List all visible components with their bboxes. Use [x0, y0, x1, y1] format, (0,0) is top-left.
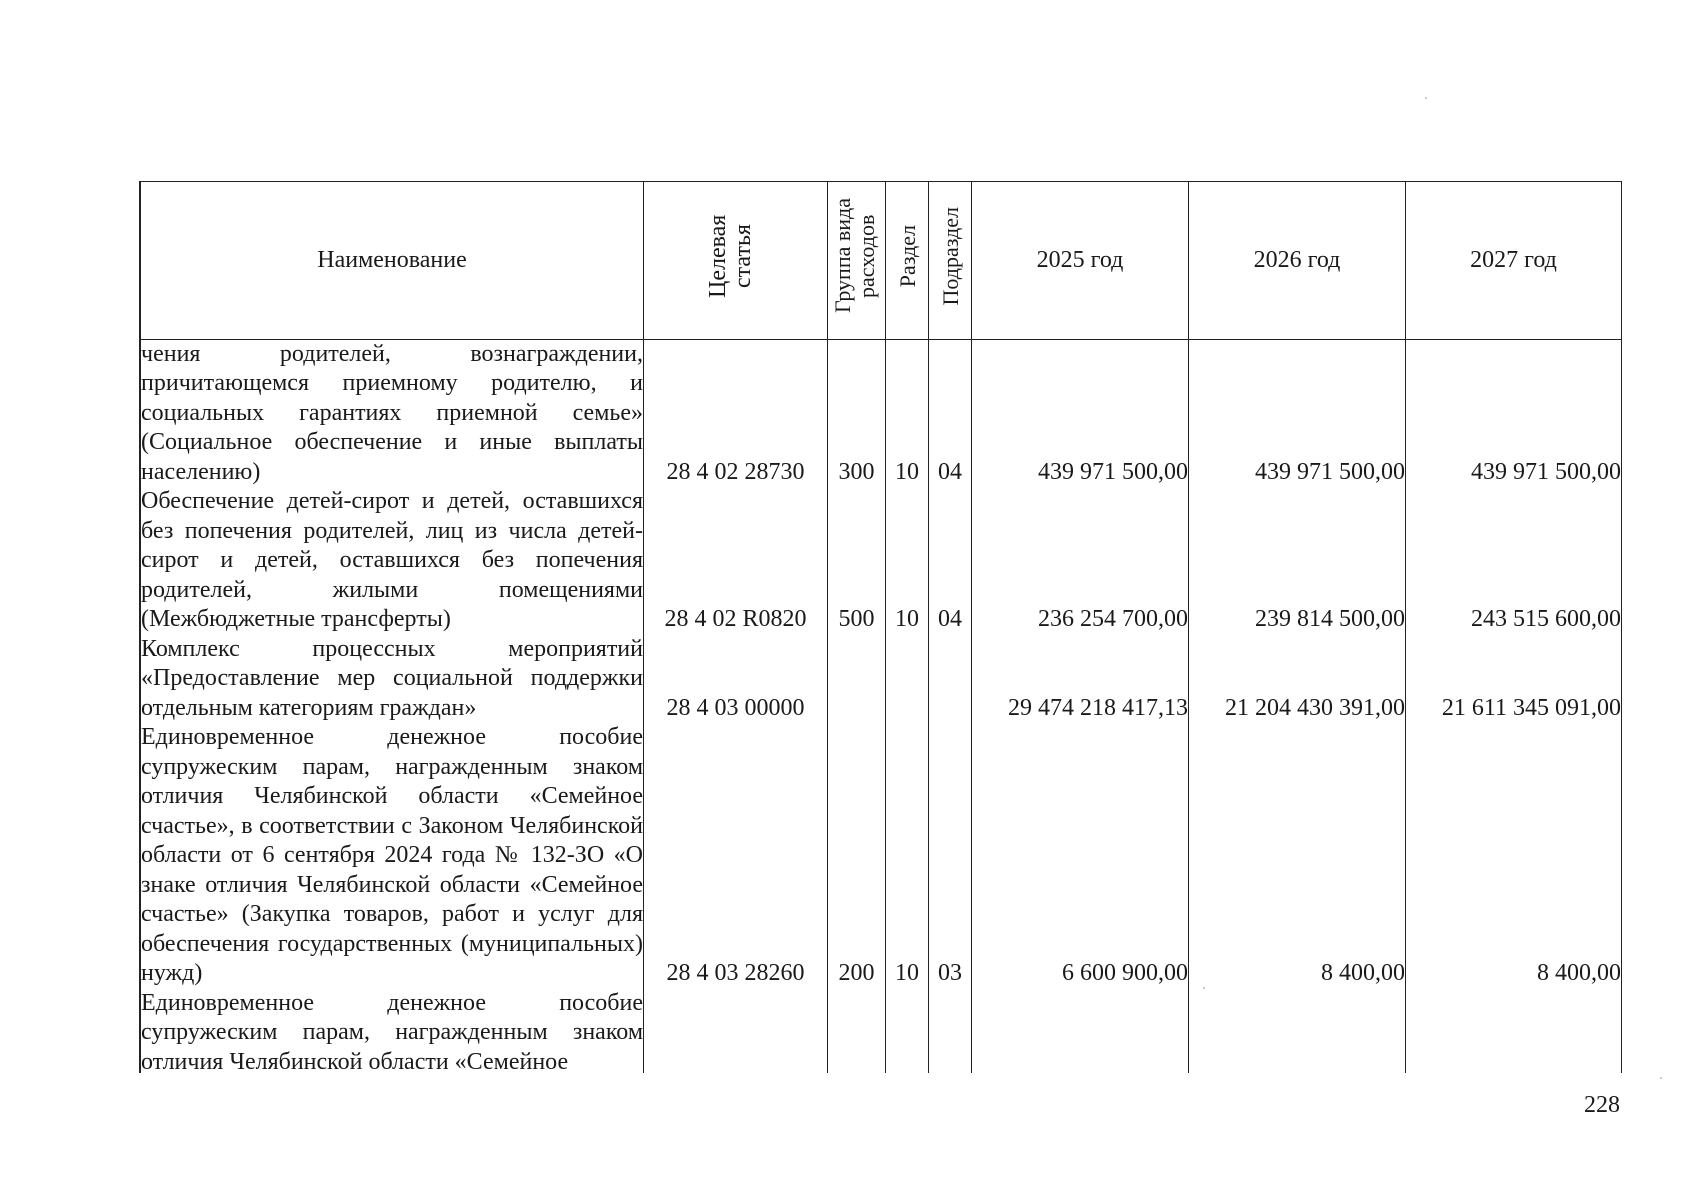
row-amount-2026: 8 400,00 — [1189, 723, 1406, 989]
header-expense-group — [828, 182, 886, 340]
row-name: Комплекс процессных мероприятий «Предоставление мер социальной поддержки отдельным категориям граждан» — [141, 635, 644, 724]
table-row — [141, 723, 1622, 989]
page-number: 228 — [1584, 1092, 1620, 1118]
row-section: 10 — [886, 723, 929, 989]
row-target-article: 28 4 02 R0820 — [644, 487, 828, 635]
row-section — [886, 635, 929, 724]
header-name: Наименование — [141, 182, 644, 340]
row-subsection: 04 — [929, 339, 972, 487]
header-section-label: Раздел — [894, 224, 920, 288]
scan-speck — [1660, 1077, 1662, 1079]
row-section: 10 — [886, 339, 929, 487]
row-amount-2025: 6 600 900,00 — [972, 723, 1189, 989]
header-subsection — [929, 182, 972, 340]
row-subsection: 03 — [929, 723, 972, 989]
row-amount-2027: 439 971 500,00 — [1406, 339, 1622, 487]
row-name: Обеспечение детей-сирот и детей, оставшихся без попечения родителей, лиц из числа детей-сирот и детей, оставшихся без попечения родителей, жилыми помещениями (Межбюджетные трансферты) — [141, 487, 644, 635]
row-amount-2026 — [1189, 989, 1406, 1074]
budget-table-frame — [139, 181, 1622, 1073]
row-expense-group — [828, 635, 886, 724]
row-target-article: 28 4 03 28260 — [644, 723, 828, 989]
row-subsection: 04 — [929, 487, 972, 635]
row-section — [886, 989, 929, 1074]
row-amount-2026: 21 204 430 391,00 — [1189, 635, 1406, 724]
table-row — [141, 989, 1622, 1074]
row-target-article: 28 4 02 28730 — [644, 339, 828, 487]
row-amount-2025: 439 971 500,00 — [972, 339, 1189, 487]
row-amount-2025: 29 474 218 417,13 — [972, 635, 1189, 724]
header-target-article-label: Целевая статья — [704, 214, 756, 298]
scan-speck — [1203, 987, 1205, 989]
row-amount-2026: 439 971 500,00 — [1189, 339, 1406, 487]
row-subsection — [929, 635, 972, 724]
header-target-article — [644, 182, 828, 340]
table-row — [141, 487, 1622, 635]
budget-table — [140, 181, 1622, 1073]
table-row — [141, 635, 1622, 724]
row-amount-2025 — [972, 989, 1189, 1074]
row-expense-group: 500 — [828, 487, 886, 635]
header-expense-group-label: Группа вида расходов — [829, 198, 879, 314]
header-2026: 2026 год — [1189, 182, 1406, 340]
row-expense-group: 200 — [828, 723, 886, 989]
row-target-article — [644, 989, 828, 1074]
row-name: Единовременное денежное пособие супружеским парам, награжденным знаком отличия Челябинской области «Семейное счастье», в соответствии с Законом Челябинской области от 6 сентября 2024 года № 132-ЗО «О знаке отличия Челябинской области «Семейное счастье» (Закупка товаров, работ и услуг для обеспечения государственных (муниципальных) нужд) — [141, 723, 644, 989]
row-target-article: 28 4 03 00000 — [644, 635, 828, 724]
row-amount-2025: 236 254 700,00 — [972, 487, 1189, 635]
row-amount-2026: 239 814 500,00 — [1189, 487, 1406, 635]
row-amount-2027: 8 400,00 — [1406, 723, 1622, 989]
row-amount-2027 — [1406, 989, 1622, 1074]
row-name: Единовременное денежное пособие супружеским парам, награжденным знаком отличия Челябинской области «Семейное — [141, 989, 644, 1074]
row-name: чения родителей, вознаграждении, причитающемся приемному родителю, и социальных гарантиях приемной семье» (Социальное обеспечение и иные выплаты населению) — [141, 339, 644, 487]
row-subsection — [929, 989, 972, 1074]
scan-speck — [1425, 97, 1427, 99]
row-amount-2027: 243 515 600,00 — [1406, 487, 1622, 635]
header-2027: 2027 год — [1406, 182, 1622, 340]
header-2025: 2025 год — [972, 182, 1189, 340]
row-section: 10 — [886, 487, 929, 635]
header-subsection-label: Подраздел — [937, 206, 963, 306]
table-row — [141, 339, 1622, 487]
row-expense-group — [828, 989, 886, 1074]
table-header-row — [141, 182, 1622, 340]
header-section — [886, 182, 929, 340]
row-amount-2027: 21 611 345 091,00 — [1406, 635, 1622, 724]
row-expense-group: 300 — [828, 339, 886, 487]
